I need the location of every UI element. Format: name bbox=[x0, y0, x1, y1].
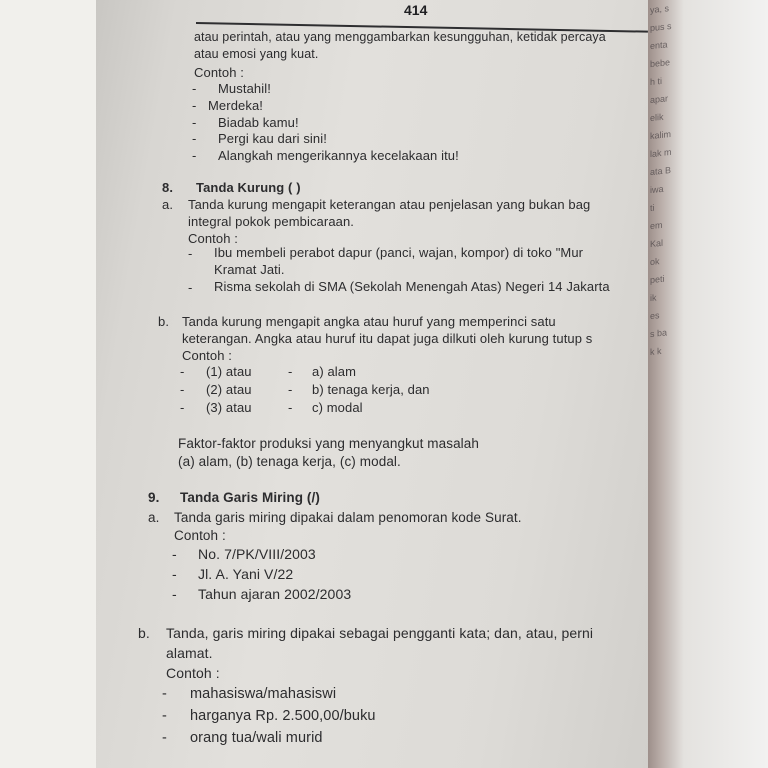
example-item: Merdeka! bbox=[208, 98, 263, 113]
neighbor-page-fragment: ata B bbox=[650, 164, 672, 178]
dash: - bbox=[288, 364, 293, 379]
example-item: Pergi kau dari sini! bbox=[218, 131, 327, 146]
neighbor-page-fragment: em bbox=[650, 219, 663, 232]
dash: - bbox=[162, 708, 167, 724]
body-line: Tanda, garis miring dipakai sebagai pengganti kata; dan, atau, perni bbox=[166, 625, 594, 641]
dash: - bbox=[192, 98, 197, 113]
section-number: 9. bbox=[148, 490, 160, 505]
body-line: Tanda kurung mengapit angka atau huruf yang memperinci satu bbox=[182, 314, 556, 329]
dash: - bbox=[180, 382, 185, 397]
contoh-label: Contoh : bbox=[166, 665, 220, 681]
example-item: No. 7/PK/VIII/2003 bbox=[198, 546, 316, 562]
dash: - bbox=[180, 364, 185, 379]
sub-label: b. bbox=[138, 625, 150, 641]
paragraph-line: (a) alam, (b) tenaga kerja, (c) modal. bbox=[178, 454, 401, 469]
book-edge bbox=[648, 0, 768, 768]
neighbor-page-fragment: ya, s bbox=[650, 3, 670, 16]
section-title: Tanda Kurung ( ) bbox=[196, 180, 301, 195]
body-line: integral pokok pembicaraan. bbox=[188, 214, 355, 229]
sub-label: a. bbox=[148, 510, 160, 525]
list-right: a) alam bbox=[312, 364, 357, 379]
dash: - bbox=[288, 382, 293, 397]
neighbor-page-fragment: lak m bbox=[650, 146, 672, 160]
neighbor-page-fragment: Kal bbox=[650, 237, 664, 250]
neighbor-page-fragment: apar bbox=[650, 93, 669, 106]
example-item: Ibu membeli perabot dapur (panci, wajan, kompor) di toko "Mur bbox=[214, 245, 584, 260]
page-number: 414 bbox=[404, 2, 428, 18]
neighbor-page-fragment: s ba bbox=[650, 327, 668, 340]
paragraph-line: Faktor-faktor produksi yang menyangkut masalah bbox=[178, 436, 479, 451]
top-text-line: atau emosi yang kuat. bbox=[194, 47, 319, 61]
neighbor-page-fragment: ok bbox=[650, 256, 660, 268]
section-title: Tanda Garis Miring (/) bbox=[180, 490, 320, 505]
neighbor-page-fragment: es bbox=[650, 310, 660, 322]
example-item: Tahun ajaran 2002/2003 bbox=[198, 586, 352, 602]
dash: - bbox=[192, 131, 197, 146]
neighbor-page-text bbox=[650, 0, 672, 768]
contoh-label: Contoh : bbox=[188, 231, 238, 246]
dash: - bbox=[192, 115, 197, 130]
neighbor-page-fragment: enta bbox=[650, 39, 668, 52]
top-text-line: atau perintah, atau yang menggambarkan kesungguhan, ketidak percaya bbox=[194, 30, 606, 44]
sub-label: a. bbox=[162, 197, 174, 212]
list-left: (2) atau bbox=[206, 382, 252, 397]
example-item: mahasiswa/mahasiswi bbox=[190, 686, 337, 702]
list-right: b) tenaga kerja, dan bbox=[312, 382, 430, 397]
neighbor-page-fragment: peti bbox=[650, 273, 665, 286]
list-left: (1) atau bbox=[206, 364, 252, 379]
neighbor-page-fragment: elik bbox=[650, 111, 664, 124]
neighbor-page-fragment: k k bbox=[650, 345, 662, 358]
example-item: Biadab kamu! bbox=[218, 115, 299, 130]
example-item: Risma sekolah di SMA (Sekolah Menengah Atas) Negeri 14 Jakarta bbox=[214, 279, 610, 294]
example-item: Kramat Jati. bbox=[214, 262, 285, 277]
contoh-label: Contoh : bbox=[194, 65, 244, 80]
contoh-label: Contoh : bbox=[174, 528, 226, 543]
body-line: keterangan. Angka atau huruf itu dapat juga dilkuti oleh kurung tutup s bbox=[182, 331, 593, 346]
neighbor-page-fragment: bebe bbox=[650, 57, 671, 70]
dash: - bbox=[172, 546, 177, 562]
dash: - bbox=[188, 246, 193, 261]
neighbor-page-fragment: kalim bbox=[650, 128, 672, 142]
neighbor-page-fragment: iwa bbox=[650, 183, 664, 196]
dash: - bbox=[192, 148, 197, 163]
example-item: Alangkah mengerikannya kecelakaan itu! bbox=[218, 148, 459, 163]
dash: - bbox=[180, 400, 185, 415]
neighbor-page-fragment: ik bbox=[650, 292, 657, 304]
list-left: (3) atau bbox=[206, 400, 252, 415]
neighbor-page-fragment: pus s bbox=[650, 20, 672, 34]
dash: - bbox=[162, 686, 167, 702]
dash: - bbox=[192, 81, 197, 96]
book-page bbox=[96, 0, 648, 768]
body-line: Tanda garis miring dipakai dalam penomoran kode Surat. bbox=[174, 510, 522, 525]
dash: - bbox=[288, 400, 293, 415]
example-item: Mustahil! bbox=[218, 81, 271, 96]
contoh-label: Contoh : bbox=[182, 348, 232, 363]
body-line: alamat. bbox=[166, 645, 213, 661]
neighbor-page-fragment: h ti bbox=[650, 75, 663, 88]
dash: - bbox=[172, 586, 177, 602]
dash: - bbox=[162, 730, 167, 746]
body-line: Tanda kurung mengapit keterangan atau penjelasan yang bukan bag bbox=[188, 197, 591, 212]
section-number: 8. bbox=[162, 180, 174, 195]
neighbor-page-fragment: ti bbox=[650, 202, 655, 214]
dash: - bbox=[172, 566, 177, 582]
list-right: c) modal bbox=[312, 400, 363, 415]
example-item: orang tua/wali murid bbox=[190, 730, 323, 746]
dash: - bbox=[188, 280, 193, 295]
example-item: Jl. A. Yani V/22 bbox=[198, 566, 294, 582]
example-item: harganya Rp. 2.500,00/buku bbox=[190, 708, 376, 724]
sub-label: b. bbox=[158, 314, 170, 329]
